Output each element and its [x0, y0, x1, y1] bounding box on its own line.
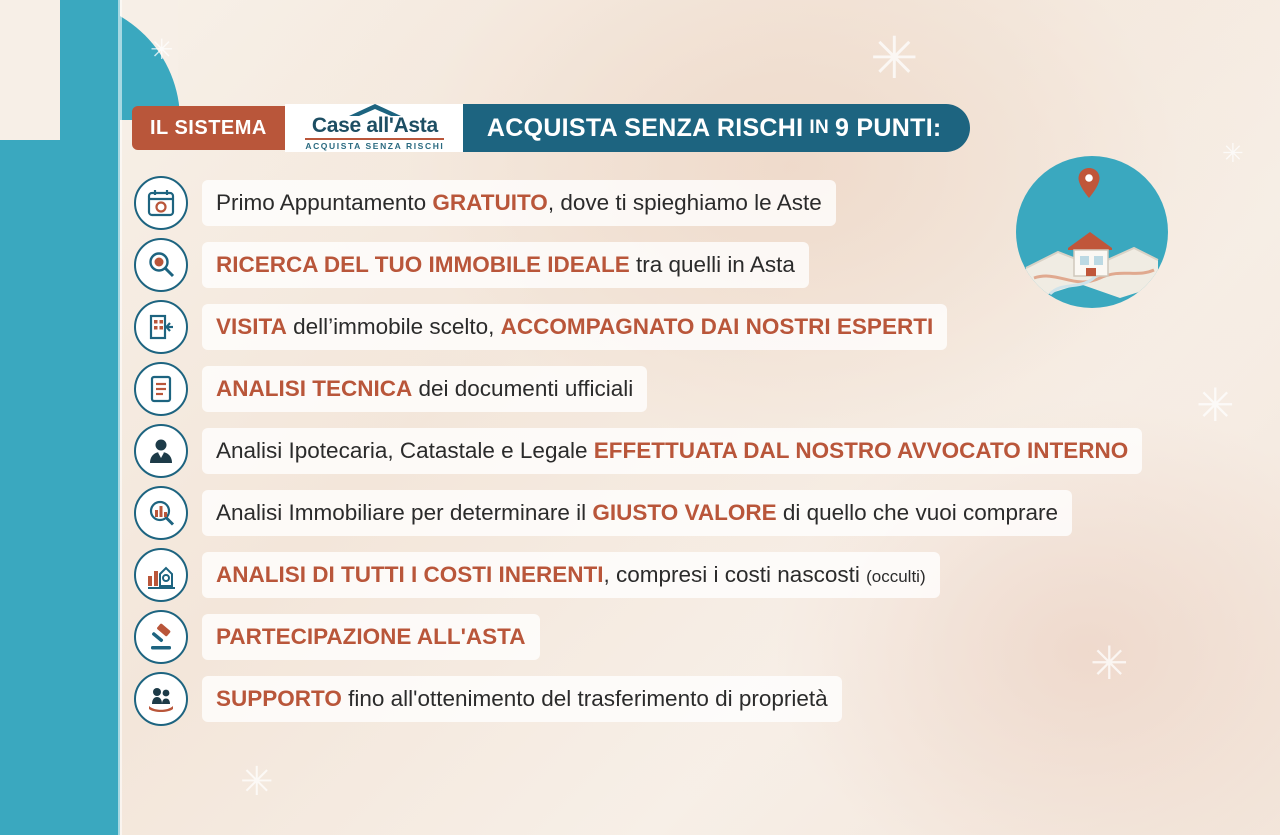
tag-il-sistema: IL SISTEMA	[132, 106, 285, 150]
gavel-auction-icon	[134, 610, 188, 664]
chart-magnifier-icon	[134, 486, 188, 540]
list-item	[134, 238, 1144, 292]
step-text	[202, 490, 1072, 535]
step-text	[202, 614, 540, 659]
step-text	[202, 366, 647, 411]
step-segment: Analisi Ipotecaria, Catastale e Legale	[216, 438, 594, 464]
step-text	[202, 552, 940, 597]
list-item	[134, 548, 1144, 602]
sparkle-icon: ✳	[150, 34, 174, 65]
list-item	[134, 176, 1144, 230]
title-part1: ACQUISTA SENZA RISCHI	[486, 113, 804, 142]
list-item	[134, 486, 1144, 540]
sparkle-icon: ✳	[1196, 379, 1235, 431]
calendar-icon	[134, 176, 188, 230]
step-segment-small: (occulti)	[866, 567, 926, 587]
logo-name: Case all'Asta	[311, 114, 438, 138]
band-body-fill	[60, 0, 120, 835]
title-banner	[463, 104, 970, 152]
step-segment-highlight: SUPPORTO	[216, 686, 342, 712]
header	[132, 104, 970, 152]
step-segment: dei documenti ufficiali	[412, 376, 634, 402]
step-text	[202, 242, 809, 287]
step-segment-highlight: GRATUITO	[432, 190, 548, 216]
step-segment-highlight: ANALISI TECNICA	[216, 376, 413, 402]
step-segment-highlight: ANALISI DI TUTTI I COSTI INERENTI	[216, 562, 604, 588]
list-item	[134, 610, 1144, 664]
step-segment: , dove ti spieghiamo le Aste	[547, 190, 822, 216]
step-text	[202, 304, 947, 349]
list-item	[134, 362, 1144, 416]
sparkle-icon: ✳	[1090, 637, 1129, 689]
step-segment: di quello che vuoi comprare	[776, 500, 1058, 526]
sparkle-icon: ✳	[240, 760, 274, 804]
title-small: IN	[809, 117, 829, 138]
step-segment-highlight: VISITA	[216, 314, 287, 340]
list-item	[134, 424, 1144, 478]
steps-list	[134, 176, 1144, 734]
step-segment: tra quelli in Asta	[629, 252, 795, 278]
costs-chart-icon	[134, 548, 188, 602]
list-item	[134, 672, 1144, 726]
step-segment-highlight: RICERCA DEL TUO IMMOBILE IDEALE	[216, 252, 630, 278]
sparkle-icon: ✳	[1222, 138, 1244, 168]
sparkle-icon: ✳	[870, 26, 919, 91]
step-segment: Analisi Immobiliare per determinare il	[216, 500, 593, 526]
step-text	[202, 180, 836, 225]
step-segment: fino all'ottenimento del trasferimento di proprietà	[341, 686, 828, 712]
step-segment-highlight: GIUSTO VALORE	[592, 500, 777, 526]
step-segment: dell’immobile scelto,	[286, 314, 501, 340]
step-segment-highlight: EFFETTUATA DAL NOSTRO AVVOCATO INTERNO	[593, 438, 1129, 464]
list-item	[134, 300, 1144, 354]
step-segment: Primo Appuntamento	[216, 190, 433, 216]
magnifier-search-icon	[134, 238, 188, 292]
step-segment-highlight: PARTECIPAZIONE ALL'ASTA	[216, 624, 526, 650]
lawyer-person-icon	[134, 424, 188, 478]
step-text	[202, 428, 1142, 473]
step-segment: , compresi i costi nascosti	[603, 562, 867, 588]
support-hands-icon	[134, 672, 188, 726]
step-text	[202, 676, 842, 721]
brand-logo	[285, 104, 463, 152]
logo-tagline: ACQUISTA SENZA RISCHI	[305, 138, 444, 151]
roof-icon	[347, 103, 403, 117]
band-white-edge	[118, 0, 122, 835]
building-visit-icon	[134, 300, 188, 354]
step-segment-highlight: ACCOMPAGNATO DAI NOSTRI ESPERTI	[500, 314, 934, 340]
document-checklist-icon	[134, 362, 188, 416]
title-part2: 9 PUNTI:	[834, 113, 942, 142]
